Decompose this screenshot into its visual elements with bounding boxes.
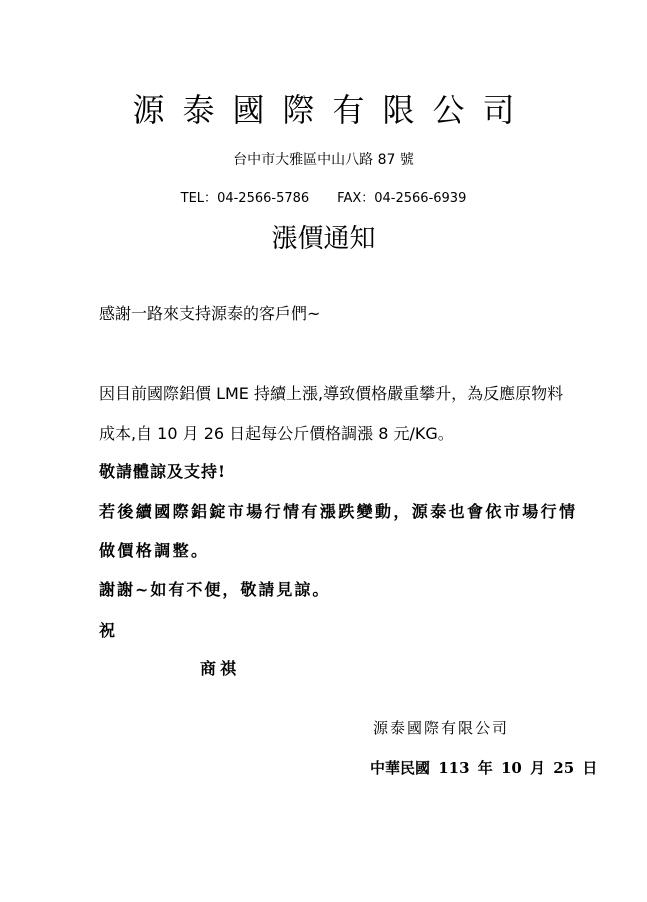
company-address: 台中市大雅區中山八路 87 號 [233, 152, 414, 168]
request-line: 敬請體諒及支持! [99, 462, 227, 481]
company-name-heading: 源泰國際有限公司 [132, 91, 533, 129]
signature-company: 源泰國際有限公司 [373, 719, 510, 737]
closing-regards: 商祺 [200, 659, 241, 678]
tel-number: 04-2566-5786 [217, 191, 310, 206]
apology-line: 謝謝~如有不便，敬請見諒。 [99, 580, 331, 599]
fax-label: FAX： [337, 191, 375, 206]
notice-title: 漲價通知 [271, 224, 376, 254]
tel-label: TEL： [180, 191, 218, 206]
signature-date: 中華民國 113 年 10 月 25 日 [370, 759, 598, 777]
market-adjustment-line-2: 做價格調整。 [99, 541, 210, 560]
closing-wish: 祝 [99, 621, 117, 640]
price-increase-paragraph-line-1: 因目前國際鋁價 LME 持續上漲,導致價格嚴重攀升，為反應原物料 [99, 384, 564, 403]
contact-line [0, 189, 647, 209]
price-increase-paragraph-line-2: 成本,自 10 月 26 日起每公斤價格調漲 8 元/KG。 [99, 424, 454, 443]
fax-number: 04-2566-6939 [374, 191, 467, 206]
market-adjustment-line-1: 若後續國際鋁錠市場行情有漲跌變動，源泰也會依市場行情 [99, 502, 578, 521]
greeting-line: 感謝一路來支持源泰的客戶們~ [99, 304, 321, 323]
